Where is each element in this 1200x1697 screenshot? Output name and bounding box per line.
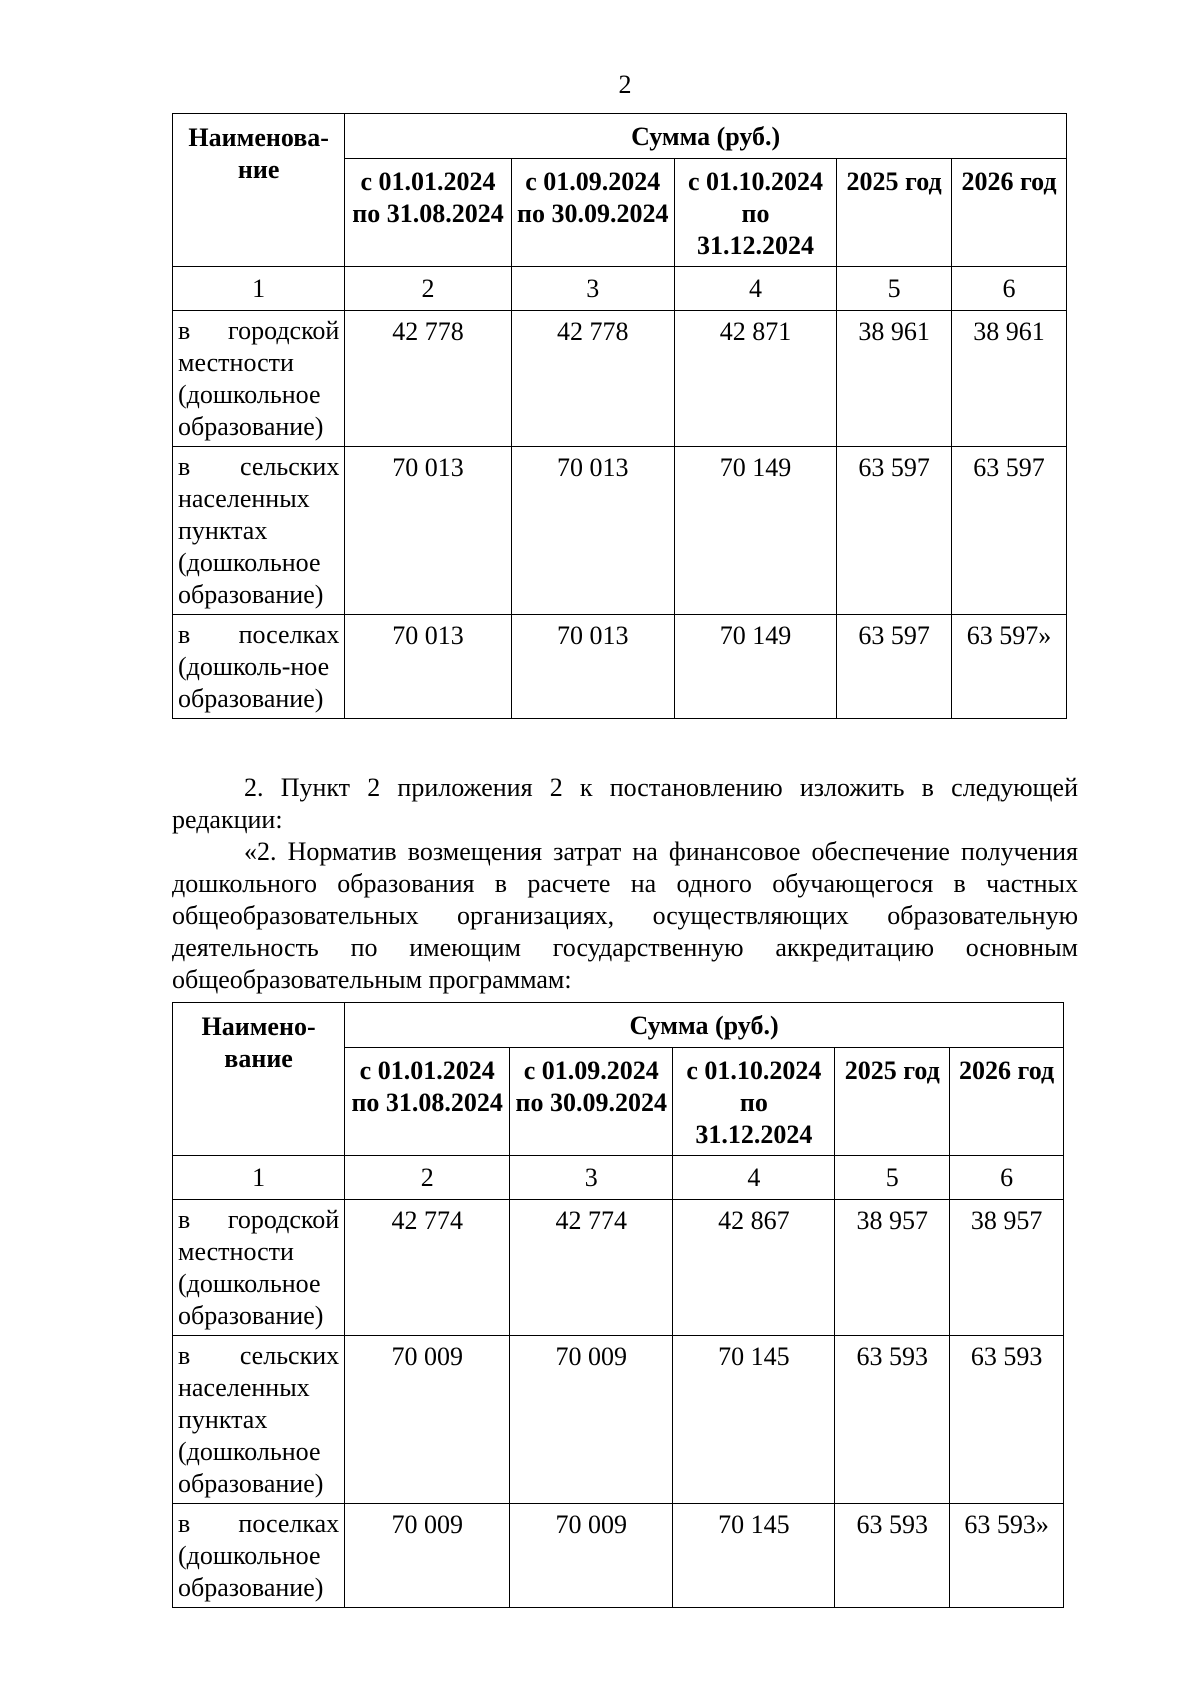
column-header: с 01.09.2024 по 30.09.2024 <box>510 1048 673 1156</box>
column-header: 2025 год <box>837 159 952 267</box>
column-header: 2026 год <box>950 1048 1064 1156</box>
row-label: в городской местности (дошкольное образование) <box>173 1200 345 1336</box>
column-header: 2026 год <box>952 159 1067 267</box>
amount-cell: 70 013 <box>345 615 511 719</box>
row-label: в сельских населенных пунктах (дошкольное образование) <box>173 1336 345 1504</box>
amount-cell: 42 867 <box>673 1200 835 1336</box>
rates-table-1 <box>172 113 1067 719</box>
header-name: Наимено-вание <box>173 1003 345 1156</box>
paragraph-norm: «2. Норматив возмещения затрат на финансовое обеспечение получения дошкольного образования в расчете на одного обучающегося в частных общеобразовательных организациях, осуществляющих образовательную деятельность по имеющим государственную аккредитацию основным общеобразовательным программам: <box>172 837 1078 994</box>
amount-cell: 42 774 <box>345 1200 510 1336</box>
column-header: с 01.09.2024 по 30.09.2024 <box>511 159 674 267</box>
amount-cell: 38 957 <box>950 1200 1064 1336</box>
table-row <box>173 1200 1064 1336</box>
column-index: 3 <box>511 267 674 311</box>
amount-cell: 70 009 <box>345 1504 510 1608</box>
column-index: 4 <box>673 1156 835 1200</box>
amount-cell: 70 145 <box>673 1504 835 1608</box>
amount-cell: 63 593» <box>950 1504 1064 1608</box>
amount-cell: 70 149 <box>674 615 836 719</box>
column-index: 3 <box>510 1156 673 1200</box>
header-name: Наименова-ние <box>173 114 345 267</box>
column-index: 2 <box>345 1156 510 1200</box>
paragraph-amendment: 2. Пункт 2 приложения 2 к постановлению изложить в следующей редакции: <box>172 773 1078 834</box>
amount-cell: 63 593 <box>950 1336 1064 1504</box>
amount-cell: 70 009 <box>510 1336 673 1504</box>
table-row <box>173 1504 1064 1608</box>
column-index: 5 <box>835 1156 950 1200</box>
amount-cell: 63 597 <box>952 447 1067 615</box>
page-number: 2 <box>618 70 632 99</box>
column-index: 2 <box>345 267 511 311</box>
amount-cell: 63 593 <box>835 1504 950 1608</box>
column-header: с 01.01.2024 по 31.08.2024 <box>345 159 511 267</box>
table-row <box>173 447 1067 615</box>
table-row <box>173 1336 1064 1504</box>
amount-cell: 42 778 <box>345 311 511 447</box>
amount-cell: 63 597 <box>837 615 952 719</box>
amount-cell: 70 013 <box>511 447 674 615</box>
amount-cell: 63 593 <box>835 1336 950 1504</box>
column-header: с 01.10.2024 по 31.12.2024 <box>674 159 836 267</box>
rates-table-2 <box>172 1002 1064 1608</box>
row-label: в поселках (дошкольное образование) <box>173 1504 345 1608</box>
header-sum: Сумма (руб.) <box>345 114 1067 159</box>
amount-cell: 70 009 <box>345 1336 510 1504</box>
column-index: 1 <box>173 267 345 311</box>
amount-cell: 42 774 <box>510 1200 673 1336</box>
amount-cell: 42 778 <box>511 311 674 447</box>
amount-cell: 38 961 <box>837 311 952 447</box>
amount-cell: 38 957 <box>835 1200 950 1336</box>
amount-cell: 70 145 <box>673 1336 835 1504</box>
row-label: в сельских населенных пунктах (дошкольное образование) <box>173 447 345 615</box>
column-index: 6 <box>952 267 1067 311</box>
table-row <box>173 311 1067 447</box>
column-header: с 01.10.2024 по 31.12.2024 <box>673 1048 835 1156</box>
row-label: в поселках (дошколь-ное образование) <box>173 615 345 719</box>
header-sum: Сумма (руб.) <box>345 1003 1064 1048</box>
amount-cell: 42 871 <box>674 311 836 447</box>
amount-cell: 70 149 <box>674 447 836 615</box>
row-label: в городской местности (дошкольное образование) <box>173 311 345 447</box>
amount-cell: 63 597 <box>837 447 952 615</box>
amount-cell: 70 013 <box>345 447 511 615</box>
column-index: 4 <box>674 267 836 311</box>
amount-cell: 70 013 <box>511 615 674 719</box>
column-index: 6 <box>950 1156 1064 1200</box>
column-index: 1 <box>173 1156 345 1200</box>
amount-cell: 38 961 <box>952 311 1067 447</box>
table-row <box>173 615 1067 719</box>
amount-cell: 70 009 <box>510 1504 673 1608</box>
column-header: с 01.01.2024 по 31.08.2024 <box>345 1048 510 1156</box>
column-header: 2025 год <box>835 1048 950 1156</box>
column-index: 5 <box>837 267 952 311</box>
amount-cell: 63 597» <box>952 615 1067 719</box>
